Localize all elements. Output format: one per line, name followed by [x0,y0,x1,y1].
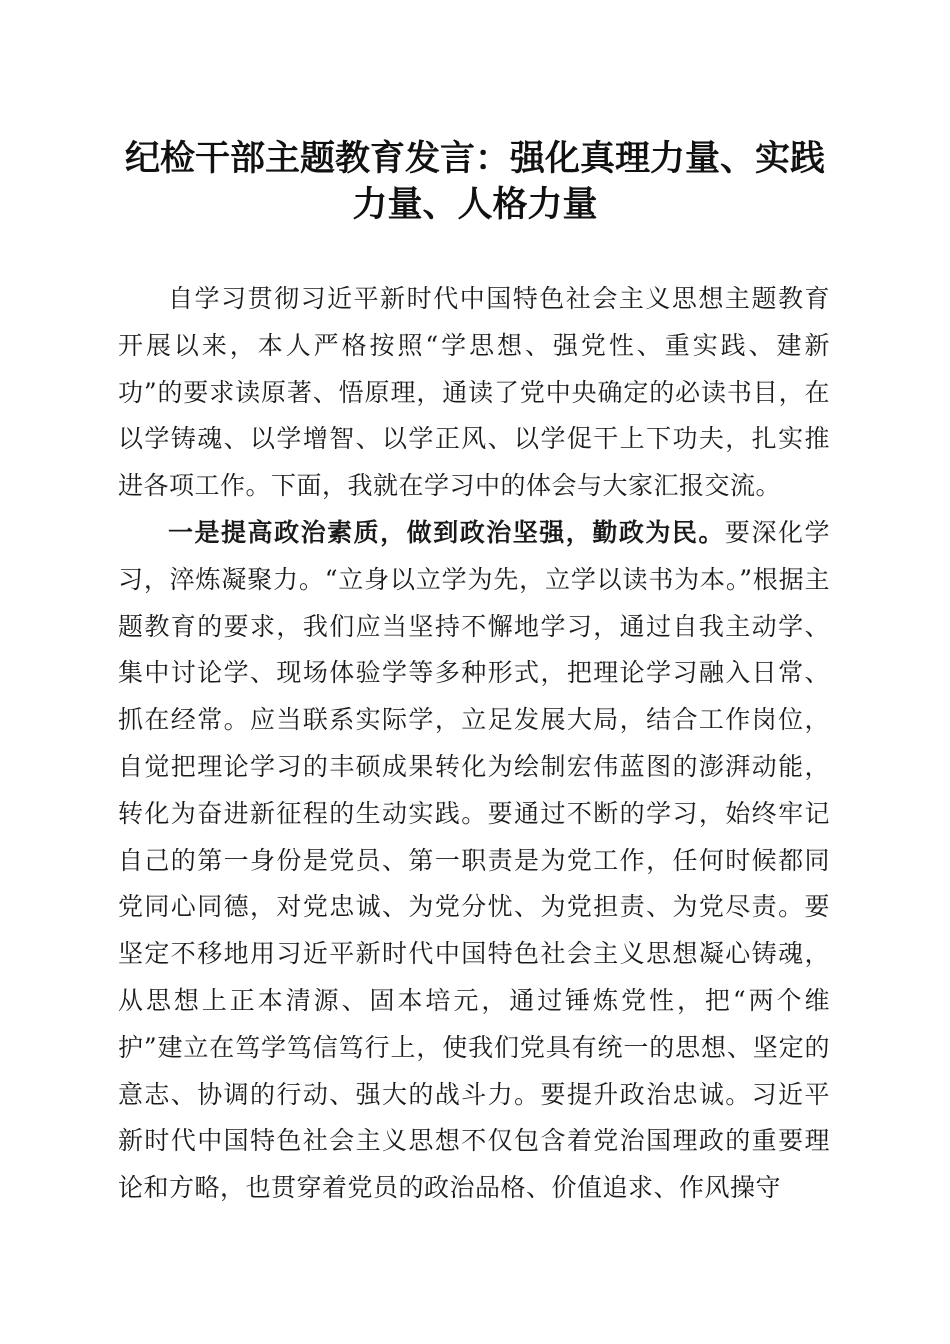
paragraph-body-text: 要深化学习，淬炼凝聚力。“立身以立学为先，立学以读书为本。”根据主题教育的要求，我们应当坚持不懈地学习，通过自我主动学、集中讨论学、现场体验学等多种形式，把理论学习融入日常、抓在经常。应当联系实际学，立足发展大局，结合工作岗位，自觉把理论学习的丰硕成果转化为绘制宏伟蓝图的澎湃动能，转化为奋进新征程的生动实践。要通过不断的学习，始终牢记自己的第一身份是党员、第一职责是为党工作，任何时候都同党同心同德，对党忠诚、为党分忧、为党担责、为党尽责。要坚定不移地用习近平新时代中国特色社会主义思想凝心铸魂，从思想上正本清源、固本培元，通过锤炼党性，把“两个维护”建立在笃学笃信笃行上，使我们党具有统一的思想、坚定的意志、协调的行动、强大的战斗力。要提升政治忠诚。习近平新时代中国特色社会主义思想不仅包含着党治国理政的重要理论和方略，也贯穿着党员的政治品格、价值追求、作风操守 [118,517,830,1203]
paragraph-intro: 自学习贯彻习近平新时代中国特色社会主义思想主题教育开展以来，本人严格按照“学思想、强党性、重实践、建新功”的要求读原著、悟原理，通读了党中央确定的必读书目，在以学铸魂、以学增智、以学正风、以学促干上下功夫，扎实推进各项工作。下面，我就在学习中的体会与大家汇报交流。 [118,284,830,501]
document-body [118,276,830,1212]
paragraph-political-quality [118,510,830,1212]
paragraph-lead-heading: 一是提高政治素质，做到政治坚强，勤政为民。 [168,517,725,547]
document-title: 纪检干部主题教育发言：强化真理力量、实践力量、人格力量 [124,138,825,225]
